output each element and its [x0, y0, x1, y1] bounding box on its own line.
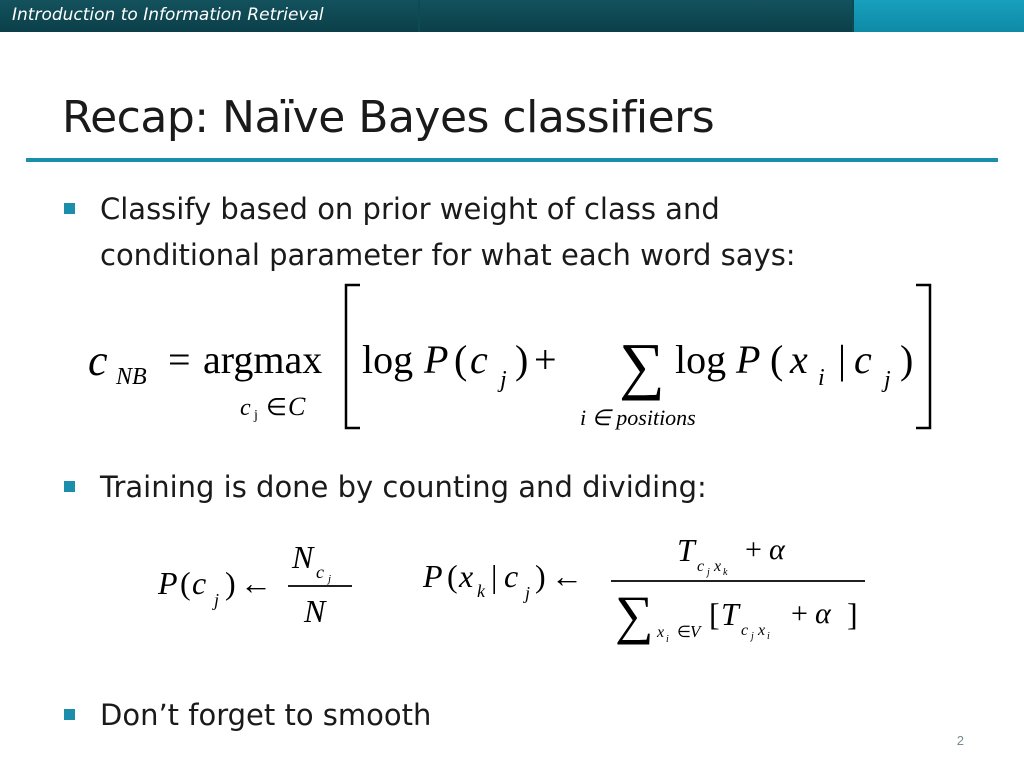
naive-bayes-decision-formula	[0, 280, 1024, 440]
formula-symbol: α	[769, 533, 785, 566]
formula-subscript: j	[525, 583, 531, 603]
slide-number: 2	[956, 733, 964, 748]
formula-sum-subscript: x	[657, 624, 665, 641]
formula-plus: +	[745, 533, 762, 566]
conditional-estimate-formula	[415, 525, 875, 655]
formula-subscript: c	[741, 622, 749, 639]
formula-under-in: ∈	[266, 395, 287, 421]
bullet-item	[64, 464, 707, 510]
formula-plus: +	[534, 337, 557, 382]
formula-paren: )	[535, 558, 546, 594]
slide-title: Recap: Naïve Bayes classifiers	[62, 92, 715, 143]
formula-under-set: C	[288, 392, 306, 421]
formula-sum-subscript: V	[690, 622, 701, 641]
header-bar	[0, 0, 1024, 32]
formula-under-symbol: c	[240, 395, 251, 421]
formula-sum: ∑	[619, 330, 665, 401]
formula-paren: (	[770, 337, 784, 382]
bullet-square-icon	[64, 203, 75, 214]
formula-paren: )	[225, 565, 236, 601]
formula-symbol: x	[790, 337, 808, 382]
formula-subscript: i	[767, 631, 770, 642]
formula-symbol: P	[736, 337, 761, 382]
formula-symbol: α	[815, 597, 831, 630]
formula-bracket: [	[709, 596, 720, 632]
formula-symbol: T	[721, 596, 739, 632]
formula-subscript: i	[818, 365, 825, 391]
formula-symbol: P	[424, 337, 449, 382]
formula-bar: |	[491, 558, 498, 594]
formula-paren: (	[447, 558, 458, 594]
formula-sum-subscript: ∈	[677, 624, 691, 641]
bullet-item	[64, 186, 796, 278]
formula-subscript: x	[714, 558, 722, 575]
formula-under-subscript: j	[254, 408, 258, 423]
formula-subscript: x	[758, 622, 766, 639]
formula-symbol: P	[423, 558, 443, 594]
formula-arrow: ←	[240, 565, 272, 601]
formula-symbol: c	[504, 558, 519, 594]
formula-bracket: ]	[847, 596, 858, 632]
formula-symbol: c	[854, 337, 872, 382]
formula-equals: =	[168, 337, 191, 382]
formula-subscript: j	[884, 367, 891, 393]
right-bracket	[916, 285, 930, 428]
formula-bar: |	[838, 337, 847, 382]
formula-sum-subscript: i	[666, 634, 669, 645]
bullet-text-continued: conditional parameter for what each word says:	[100, 238, 796, 272]
formula-symbol: P	[158, 565, 178, 601]
formula-sum: ∑	[615, 585, 654, 645]
formula-paren: )	[900, 337, 914, 382]
formula-paren: )	[515, 337, 529, 382]
formula-sum-subscript: i ∈ positions	[580, 405, 696, 430]
formula-subscript: j	[214, 590, 220, 610]
formula-log: log	[362, 337, 414, 382]
formula-subscript: j	[328, 573, 332, 585]
bullet-text: Classify based on prior weight of class and	[100, 192, 720, 226]
header-segment-right	[854, 0, 1024, 32]
left-bracket	[346, 285, 360, 428]
course-title: Introduction to Information Retrieval	[12, 5, 324, 25]
formula-plus: +	[791, 597, 808, 630]
formula-symbol: x	[459, 558, 474, 594]
formula-numerator: T	[677, 532, 695, 568]
prior-estimate-formula	[150, 530, 370, 640]
formula-symbol: c	[88, 336, 108, 385]
formula-subscript: c	[697, 558, 705, 575]
formula-symbol: c	[470, 337, 488, 382]
bullet-text: Training is done by counting and dividing:	[100, 470, 707, 504]
bullet-item	[64, 692, 431, 738]
formula-denominator: N	[304, 593, 326, 629]
formula-paren: (	[454, 337, 468, 382]
formula-subscript: k	[477, 581, 485, 601]
formula-subscript: j	[500, 367, 507, 393]
header-segment-middle	[420, 0, 852, 32]
title-underline	[26, 158, 998, 162]
bullet-square-icon	[64, 481, 75, 492]
formula-log: log	[675, 337, 727, 382]
formula-paren: (	[180, 565, 191, 601]
formula-symbol: c	[192, 565, 207, 601]
formula-subscript: c	[316, 562, 324, 582]
formula-arrow: ←	[551, 558, 583, 594]
formula-numerator: N	[292, 539, 314, 575]
formula-subscript: j	[707, 567, 710, 578]
formula-subscript: NB	[116, 364, 147, 390]
formula-argmax: argmax	[203, 337, 323, 382]
formula-subscript: k	[723, 567, 728, 578]
bullet-square-icon	[64, 709, 75, 720]
formula-subscript: j	[751, 631, 754, 642]
bullet-text: Don’t forget to smooth	[100, 698, 432, 732]
